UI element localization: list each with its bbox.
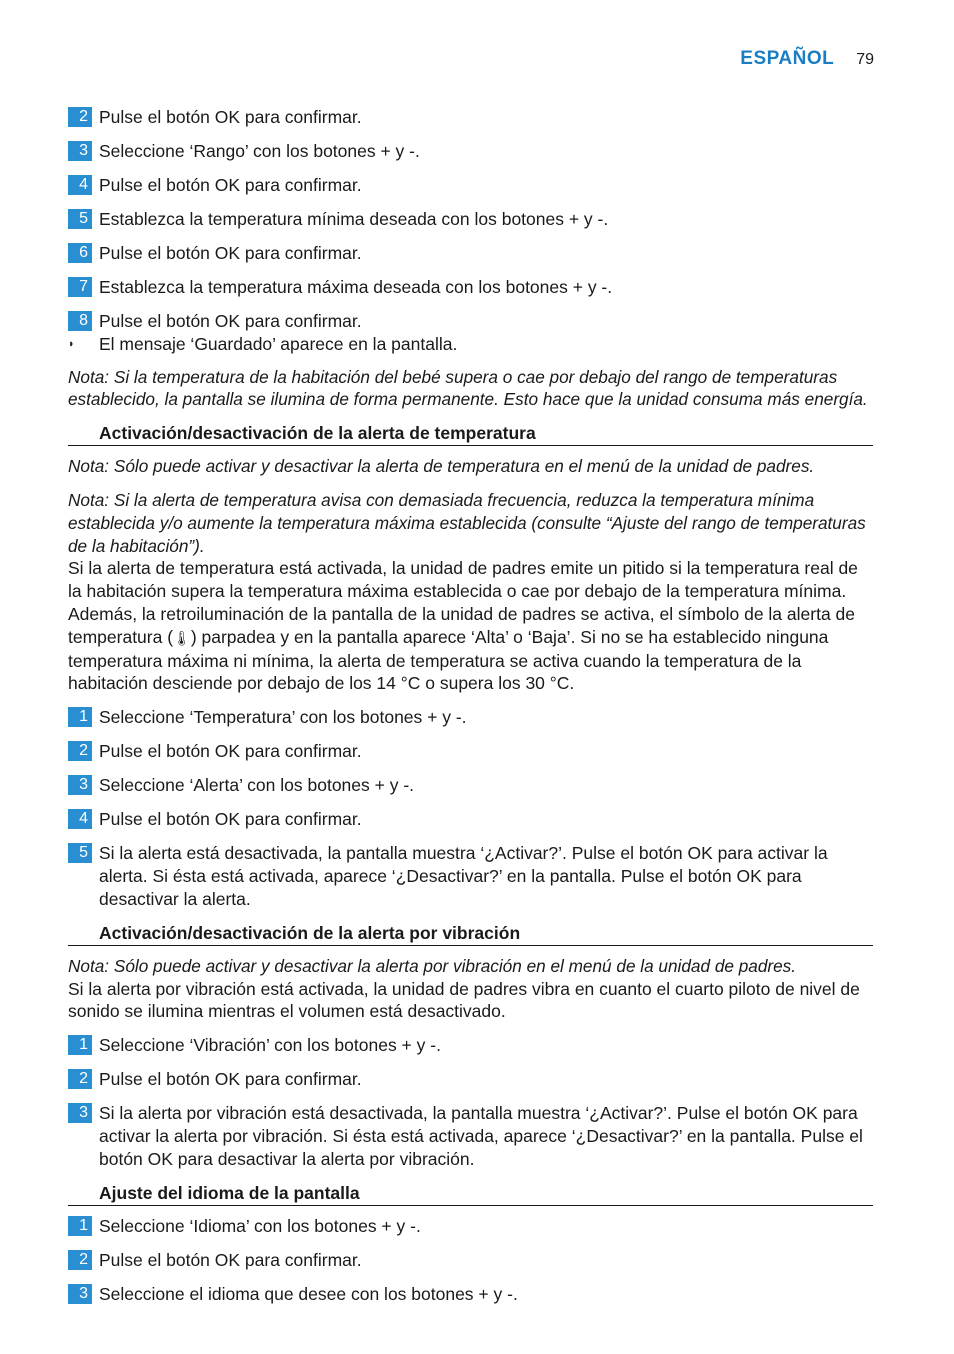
step-text: Seleccione ‘Vibración’ con los botones + y -.: [99, 1035, 441, 1056]
step-number: 2: [68, 107, 92, 127]
step-number: 3: [68, 1284, 92, 1304]
step-text: Pulse el botón OK para confirmar.: [99, 242, 362, 263]
step-text: Pulse el botón OK para confirmar.: [99, 1249, 362, 1270]
step-number: 1: [68, 1216, 92, 1236]
step-item: [68, 774, 873, 797]
step-text: Pulse el botón OK para confirmar.: [99, 809, 362, 830]
step-item: [68, 276, 873, 299]
step-item: [68, 842, 873, 910]
step-item: [68, 1034, 873, 1057]
step-number: 2: [68, 1069, 92, 1089]
step-item: [68, 740, 873, 763]
note-text: Nota: Si la temperatura de la habitación del bebé supera o cae por debajo del rango de temperaturas establecido, la pantalla se ilumina de forma permanente. Esto hace que la unidad consuma más energía.: [68, 366, 868, 410]
step-number: 7: [68, 277, 92, 297]
step-number: 2: [68, 1250, 92, 1270]
step-text: Seleccione ‘Alerta’ con los botones + y -.: [99, 775, 415, 796]
step-item: [68, 242, 873, 265]
step-text: Pulse el botón OK para confirmar.: [99, 107, 362, 127]
thermometer-icon: 🌡: [173, 629, 191, 646]
note-text: Nota: Si la alerta de temperatura avisa con demasiada frecuencia, reduzca la temperatura mínima establecida y/o aumente la temperatura máxima establecida (consulte “Ajuste del rango de temperaturas de la habitación”).: [68, 490, 866, 556]
step-number: 2: [68, 741, 92, 761]
steps-list: [68, 1215, 873, 1306]
step-item: [68, 706, 873, 729]
step-text: Seleccione el idioma que desee con los botones + y -.: [99, 1283, 518, 1304]
step-number: 6: [68, 243, 92, 263]
steps-list: [68, 1034, 873, 1170]
step-text: Si la alerta por vibración está desactivada, la pantalla muestra ‘¿Activar?’. Pulse el botón OK para activar la alerta por vibración. Si ésta está activada, aparece ‘¿Desactivar?’ en la pantalla. Pulse el botón OK para desactivar la alerta por vibración.: [99, 1103, 863, 1169]
step-item: [68, 1283, 873, 1306]
step-text: Pulse el botón OK para confirmar.: [99, 174, 362, 195]
body-paragraph: Si la alerta por vibración está activada, la unidad de padres vibra en cuanto el cuarto piloto de nivel de sonido se ilumina mientras el volumen está desactivado.: [68, 978, 860, 1022]
steps-list: [68, 0, 873, 333]
result-line: [68, 333, 873, 356]
page-number: 79: [856, 51, 874, 68]
step-number: 3: [68, 141, 92, 161]
body-paragraph: [68, 557, 873, 695]
step-text: Si la alerta está desactivada, la pantalla muestra ‘¿Activar?’. Pulse el botón OK para activar la alerta. Si ésta está activada, aparece ‘¿Desactivar?’ en la pantalla. Pulse el botón OK para desactivar la alerta.: [99, 843, 828, 909]
step-number: 1: [68, 1035, 92, 1055]
language-label: ESPAÑOL: [740, 48, 835, 69]
step-number: 8: [68, 311, 92, 331]
step-number: 5: [68, 209, 92, 229]
section-heading-vibration-alert: Activación/desactivación de la alerta por vibración: [68, 922, 873, 946]
step-text: Pulse el botón OK para confirmar.: [99, 741, 362, 762]
paragraph-part: ) parpadea y en la pantalla aparece ‘Alta’ o ‘Baja’. Si no se ha establecido ninguna temperatura máxima ni mínima, la alerta de temperatura se activa cuando la temperatura de la habitación desciende por debajo de los 14 °C o supera los 30 °C.: [68, 626, 829, 694]
step-item: [68, 140, 873, 163]
note-text: Nota: Sólo puede activar y desactivar la alerta de temperatura en el menú de la unidad de padres.: [68, 456, 815, 477]
page-content: [68, 0, 873, 1317]
result-text: El mensaje ‘Guardado’ aparece en la pantalla.: [99, 333, 458, 354]
step-number: 3: [68, 1103, 92, 1123]
step-number: 5: [68, 843, 92, 863]
step-text: Pulse el botón OK para confirmar.: [99, 1069, 362, 1090]
step-text: Seleccione ‘Idioma’ con los botones + y -.: [99, 1215, 421, 1236]
section-heading-temperature-alert: Activación/desactivación de la alerta de temperatura: [68, 422, 873, 446]
note-text: Nota: Sólo puede activar y desactivar la alerta por vibración en el menú de la unidad de padres.: [68, 955, 797, 976]
step-text: Seleccione ‘Temperatura’ con los botones + y -.: [99, 707, 467, 728]
step-item: [68, 1068, 873, 1091]
steps-list: [68, 706, 873, 910]
step-item: [68, 208, 873, 231]
step-number: 3: [68, 775, 92, 795]
step-item: [68, 1102, 873, 1170]
step-item: [68, 310, 873, 333]
section-heading-language: Ajuste del idioma de la pantalla: [68, 1182, 873, 1206]
step-text: Establezca la temperatura mínima deseada con los botones + y -.: [99, 208, 609, 229]
step-item: [68, 174, 873, 197]
step-number: 4: [68, 809, 92, 829]
step-item: [68, 1215, 873, 1238]
step-item: [68, 106, 873, 129]
step-text: Pulse el botón OK para confirmar.: [99, 310, 362, 331]
step-text: Seleccione ‘Rango’ con los botones + y -.: [99, 140, 420, 161]
step-text: Establezca la temperatura máxima deseada con los botones + y -.: [99, 276, 613, 297]
step-item: [68, 808, 873, 831]
step-number: 4: [68, 175, 92, 195]
result-arrow-icon: ◗: [68, 337, 75, 350]
step-number: 1: [68, 707, 92, 727]
step-item: [68, 1249, 873, 1272]
paragraph-part: Si la alerta de temperatura está activada, la unidad de padres emite un pitido si la temperatura real de la habitación supera la temperatura máxima establecida o cae por debajo de la temperatura mínima. Además, la retroiluminación de la pantalla de la unidad de padres se activa, el símbolo de la alerta de temperatura (: [68, 558, 858, 647]
